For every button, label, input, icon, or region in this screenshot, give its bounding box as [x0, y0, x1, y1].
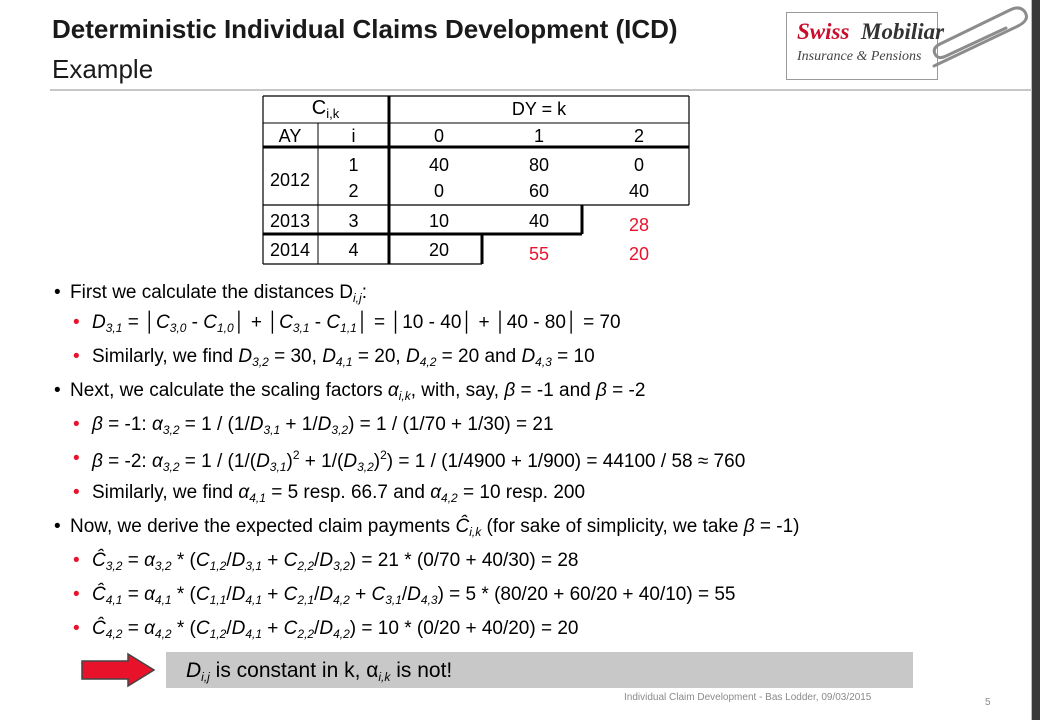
banner-d: D [186, 659, 202, 682]
bullet-beta-2: β = -2: $\alpha_{3,2} = 1 / (1/(D_{3,1})^2 + 1/(D_{3,2})^2) = 1 / (1/4900 + 1/900) = 44100 / 58 \approx 760$ [92, 448, 746, 474]
bullet-distances [70, 282, 367, 305]
cell-1-2: 0 [633, 155, 644, 175]
row-i-4: 4 [348, 240, 359, 260]
bullet-scaling: Next, we calculate the scaling factors $\alpha_{i,k}$, with, say, β = -1 and β = -2 [70, 380, 646, 403]
bullet-expected: Now, we derive the expected claim payments $Ĉ_{i,k}$ (for sake of simplicity, we take β = -1) [70, 516, 800, 539]
dy-header: DY = k [511, 99, 567, 119]
bullet-dot: • [54, 282, 61, 303]
row-i-1: 1 [348, 155, 359, 175]
right-edge-bar [1032, 0, 1040, 720]
cell-4-1-predicted: 55 [528, 244, 550, 264]
sub-bullet-dot: • [73, 312, 80, 333]
title-divider [50, 89, 1032, 91]
corner-sub: i,k [326, 106, 340, 121]
bullet-similar-d: Similarly, we find $D_{3,2} = 30$, $D_{4,1} = 20$, $D_{4,2} = 20$ and $D_{4,3} = 10$ [92, 346, 595, 369]
banner-sub-a: i,j [201, 670, 210, 684]
row-i-3: 3 [348, 211, 359, 231]
dy-value-2: 2 [633, 126, 644, 146]
cell-1-0: 40 [428, 155, 450, 175]
bullet-distances-end: : [361, 282, 367, 303]
cell-2-2: 40 [628, 181, 650, 201]
ay-2014: 2014 [269, 240, 311, 260]
logo-word-swiss: Swiss [797, 19, 850, 44]
page-subtitle: Example [52, 54, 154, 84]
right-arrow-icon [80, 652, 156, 688]
row-i-2: 2 [348, 181, 359, 201]
key-insight-banner [166, 652, 913, 688]
bullet-similar-alpha: Similarly, we find $\alpha_{4,1} = 5$ resp. 66.7 and $\alpha_{4,2} = 10$ resp. 200 [92, 482, 586, 505]
cell-2-0: 0 [433, 181, 444, 201]
ay-header: AY [278, 126, 302, 146]
cell-1-1: 80 [528, 155, 550, 175]
logo-word-mobiliar: Mobiliar [861, 19, 945, 44]
table-corner-label [262, 98, 389, 124]
bullet-dot: • [54, 380, 61, 401]
key-insight-text [186, 659, 452, 684]
corner-c: C [311, 97, 327, 119]
i-header: i [351, 126, 356, 146]
cell-2-1: 60 [528, 181, 550, 201]
bullet-distances-sub: i,j [353, 291, 362, 305]
ay-2012: 2012 [269, 170, 311, 190]
cell-3-2-predicted: 28 [628, 215, 650, 235]
sub-bullet-dot: • [73, 550, 80, 571]
dy-value-1: 1 [533, 126, 544, 146]
bullet-distances-text: First we calculate the distances D [70, 282, 354, 303]
bullet-c42: $Ĉ_{4,2} = \alpha_{4,2} * (C_{1,2}/D_{4,1} + C_{2,2}/D_{4,2}) = 10 * (0/20 + 40/20) = 20$ [92, 618, 579, 641]
cell-4-0: 20 [428, 240, 450, 260]
sub-bullet-dot: • [73, 346, 80, 367]
bullet-c41: $Ĉ_{4,1} = \alpha_{4,1} * (C_{1,1}/D_{4,1} + C_{2,1}/D_{4,2} + C_{3,1}/D_{4,3}) = 5 * (80/20 + 60/20 + 40/10) = 55$ [92, 584, 736, 607]
sub-bullet-dot: • [73, 482, 80, 503]
sub-bullet-dot: • [73, 448, 80, 469]
sub-bullet-dot: • [73, 414, 80, 435]
cell-4-2-predicted: 20 [628, 244, 650, 264]
bullet-beta-1: β = -1: $\alpha_{3,2} = 1 / (1/D_{3,1} + 1/D_{3,2}) = 1 / (1/70 + 1/30) = 21$ [92, 414, 554, 437]
paperclip-icon [926, 4, 1036, 74]
cell-3-1: 40 [528, 211, 550, 231]
logo-tagline: Insurance & Pensions [797, 49, 922, 64]
footer-text: Individual Claim Development - Bas Lodder, 09/03/2015 [624, 692, 872, 703]
company-logo [786, 12, 945, 80]
bullet-dot: • [54, 516, 61, 537]
sub-bullet-dot: • [73, 618, 80, 639]
ay-2013: 2013 [269, 211, 311, 231]
sub-bullet-dot: • [73, 584, 80, 605]
page-number: 5 [985, 697, 991, 708]
cell-3-0: 10 [428, 211, 450, 231]
bullet-d31: $D_{3,1}$ = $│C_{3,0}$ - $C_{1,0}│$ + $│C_{3,1}$ - $C_{1,1}│$ = │10 - 40│ + │40 - 80│ = 70 [92, 312, 621, 335]
bullet-c32: $Ĉ_{3,2} = \alpha_{3,2} * (C_{1,2}/D_{3,1} + C_{2,2}/D_{3,2}) = 21 * (0/70 + 40/30) = 28$ [92, 550, 579, 573]
banner-sub-b: i,k [378, 670, 391, 684]
banner-end: is not! [390, 659, 453, 682]
dy-value-0: 0 [433, 126, 444, 146]
page-title: Deterministic Individual Claims Development (ICD) [52, 14, 678, 44]
banner-mid: is constant in k, α [209, 659, 379, 682]
